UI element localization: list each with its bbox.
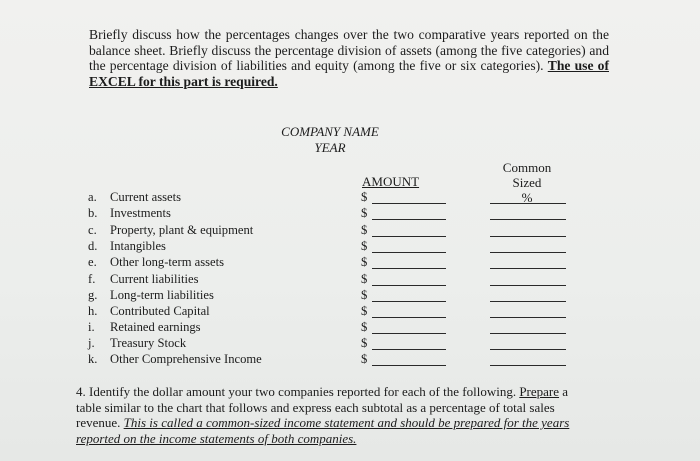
item-label: Treasury Stock bbox=[110, 336, 187, 350]
amount-blank bbox=[372, 349, 446, 350]
question-text-a: Identify the dollar amount your two companies reported for each of the following. bbox=[89, 384, 517, 399]
item-row bbox=[88, 223, 568, 239]
amount-blank bbox=[372, 333, 446, 334]
amount-header: AMOUNT bbox=[362, 174, 420, 189]
item-row bbox=[88, 320, 568, 336]
percent-blank bbox=[490, 252, 566, 253]
percent-blank bbox=[490, 333, 566, 334]
amount-blank bbox=[372, 301, 446, 302]
item-row bbox=[88, 272, 568, 288]
item-row bbox=[88, 304, 568, 320]
dollar-sign: $ bbox=[361, 288, 368, 302]
item-label: Long-term liabilities bbox=[110, 288, 214, 302]
item-label: Current assets bbox=[110, 190, 181, 204]
dollar-sign: $ bbox=[361, 255, 368, 269]
item-letter: b. bbox=[88, 206, 98, 220]
dollar-sign: $ bbox=[361, 352, 368, 366]
percent-blank bbox=[490, 349, 566, 350]
excel-required-note: The use of EXCEL for this part is required. bbox=[89, 58, 609, 89]
dollar-sign: $ bbox=[361, 190, 368, 204]
question-4 bbox=[76, 384, 586, 446]
item-row bbox=[88, 336, 568, 352]
item-row bbox=[88, 352, 568, 368]
percent-blank bbox=[490, 203, 566, 204]
percent-blank bbox=[490, 236, 566, 237]
item-label: Other Comprehensive Income bbox=[110, 352, 262, 366]
item-letter: d. bbox=[88, 239, 98, 253]
item-letter: k. bbox=[88, 352, 98, 366]
percent-label: % bbox=[521, 190, 533, 205]
amount-blank bbox=[372, 317, 446, 318]
percent-blank bbox=[490, 268, 566, 269]
item-label: Contributed Capital bbox=[110, 304, 210, 318]
dollar-sign: $ bbox=[361, 206, 368, 220]
prepare-word: Prepare bbox=[519, 384, 560, 399]
item-label: Property, plant & equipment bbox=[110, 223, 254, 237]
percent-blank bbox=[490, 301, 566, 302]
percent-blank bbox=[490, 317, 566, 318]
question-number: 4. bbox=[76, 384, 86, 399]
dollar-sign: $ bbox=[361, 239, 368, 253]
dollar-sign: $ bbox=[361, 272, 368, 286]
item-row bbox=[88, 288, 568, 304]
percent-blank bbox=[490, 365, 566, 366]
amount-blank bbox=[372, 236, 446, 237]
company-name: COMPANY NAME bbox=[281, 124, 379, 139]
item-letter: a. bbox=[88, 190, 97, 204]
amount-blank bbox=[372, 252, 446, 253]
item-row bbox=[88, 255, 568, 271]
item-label: Investments bbox=[110, 206, 171, 220]
item-row bbox=[88, 206, 568, 222]
item-label: Retained earnings bbox=[110, 320, 201, 334]
question-text-b: a table similar to the chart that follows and express each subtotal as a percentage of total sales revenue. bbox=[76, 384, 569, 431]
amount-blank bbox=[372, 365, 446, 366]
item-letter: i. bbox=[88, 320, 95, 334]
item-letter: e. bbox=[88, 255, 97, 269]
item-row bbox=[88, 190, 568, 206]
item-letter: c. bbox=[88, 223, 97, 237]
dollar-sign: $ bbox=[361, 320, 368, 334]
item-label: Current liabilities bbox=[110, 272, 199, 286]
intro-paragraph bbox=[89, 27, 609, 89]
common-sized-emphasis: This is called a common-sized income statement and should be prepared for the years reported on the income statements of both companies. bbox=[76, 415, 570, 446]
percent-blank bbox=[490, 219, 566, 220]
common-sized-label: Common Sized bbox=[502, 160, 552, 190]
dollar-sign: $ bbox=[361, 336, 368, 350]
dollar-sign: $ bbox=[361, 223, 368, 237]
intro-text: Briefly discuss how the percentages changes over the two comparative years reported on the balance sheet. Briefly discuss the percentage division of assets (among the five categories) and the percentage division of liabilities and equity (among the five or six categories). bbox=[89, 27, 609, 73]
amount-blank bbox=[372, 203, 446, 204]
company-heading bbox=[276, 124, 384, 156]
amount-blank bbox=[372, 285, 446, 286]
dollar-sign: $ bbox=[361, 304, 368, 318]
item-letter: j. bbox=[88, 336, 95, 350]
item-letter: g. bbox=[88, 288, 98, 302]
item-label: Intangibles bbox=[110, 239, 166, 253]
percent-blank bbox=[490, 285, 566, 286]
company-year: YEAR bbox=[314, 140, 346, 155]
item-label: Other long-term assets bbox=[110, 255, 225, 269]
amount-blank bbox=[372, 219, 446, 220]
item-row bbox=[88, 239, 568, 255]
item-letter: f. bbox=[88, 272, 96, 286]
amount-blank bbox=[372, 268, 446, 269]
item-letter: h. bbox=[88, 304, 98, 318]
